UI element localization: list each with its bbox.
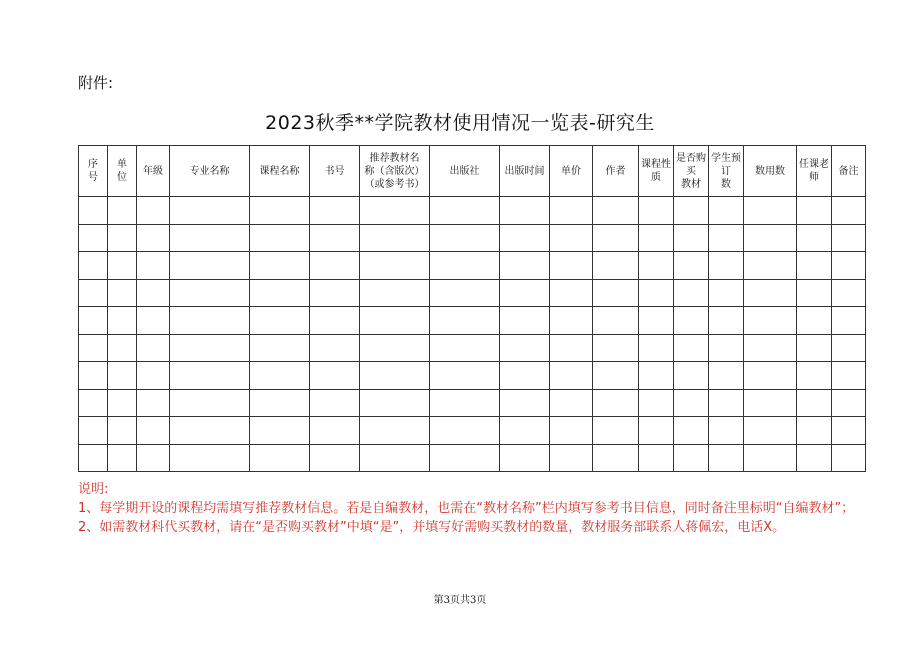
table-cell [137, 307, 170, 335]
table-cell [797, 252, 832, 280]
table-cell [79, 334, 108, 362]
table-cell [797, 362, 832, 390]
col-header-unit: 单 位 [108, 146, 137, 197]
table-cell [170, 389, 250, 417]
table-cell [744, 279, 797, 307]
col-header-author: 作者 [593, 146, 639, 197]
table-cell [550, 252, 593, 280]
table-cell [744, 417, 797, 445]
table-cell [593, 444, 639, 472]
table-cell [639, 197, 674, 225]
table-cell [108, 417, 137, 445]
table-cell [500, 197, 550, 225]
table-cell [430, 252, 500, 280]
table-cell [137, 362, 170, 390]
table-cell [550, 279, 593, 307]
table-cell [832, 444, 866, 472]
table-cell [832, 389, 866, 417]
table-cell [500, 224, 550, 252]
table-cell [674, 362, 709, 390]
table-cell [310, 224, 360, 252]
textbook-table [78, 145, 866, 472]
table-cell [360, 224, 430, 252]
table-cell [674, 417, 709, 445]
table-cell [674, 224, 709, 252]
attachment-label: 附件: [78, 74, 114, 92]
table-cell [550, 362, 593, 390]
page-title: 2023秋季**学院教材使用情况一览表-研究生 [265, 112, 655, 134]
table-cell [639, 279, 674, 307]
table-cell [108, 197, 137, 225]
col-header-index: 序 号 [79, 146, 108, 197]
table-cell [550, 334, 593, 362]
table-cell [170, 224, 250, 252]
table-cell [709, 334, 744, 362]
table-cell [79, 252, 108, 280]
table-cell [137, 252, 170, 280]
table-cell [137, 224, 170, 252]
table-cell [550, 417, 593, 445]
table-cell [108, 389, 137, 417]
col-header-teacher: 任课老 师 [797, 146, 832, 197]
table-row [79, 224, 866, 252]
table-cell [500, 279, 550, 307]
table-cell [170, 252, 250, 280]
table-cell [744, 389, 797, 417]
table-cell [79, 224, 108, 252]
table-cell [79, 279, 108, 307]
table-cell [709, 197, 744, 225]
col-header-isbn: 书号 [310, 146, 360, 197]
table-cell [832, 224, 866, 252]
table-cell [79, 362, 108, 390]
table-cell [108, 362, 137, 390]
table-cell [500, 362, 550, 390]
table-cell [797, 307, 832, 335]
table-cell [500, 307, 550, 335]
table-cell [797, 197, 832, 225]
col-header-publisher: 出版社 [430, 146, 500, 197]
table-cell [170, 334, 250, 362]
table-cell [744, 362, 797, 390]
table-row [79, 417, 866, 445]
table-cell [500, 389, 550, 417]
table-cell [832, 279, 866, 307]
table-cell [250, 362, 310, 390]
col-header-major: 专业名称 [170, 146, 250, 197]
table-cell [170, 197, 250, 225]
table-cell [593, 417, 639, 445]
table-cell [250, 307, 310, 335]
table-cell [832, 362, 866, 390]
table-cell [744, 224, 797, 252]
table-cell [639, 252, 674, 280]
table-cell [250, 444, 310, 472]
table-cell [108, 279, 137, 307]
table-cell [137, 334, 170, 362]
table-cell [250, 224, 310, 252]
table-cell [744, 252, 797, 280]
table-cell [797, 279, 832, 307]
table-cell [360, 279, 430, 307]
table-cell [360, 417, 430, 445]
table-cell [709, 252, 744, 280]
table-cell [674, 307, 709, 335]
table-cell [797, 444, 832, 472]
table-cell [108, 252, 137, 280]
col-header-course: 课程名称 [250, 146, 310, 197]
table-cell [250, 252, 310, 280]
table-cell [550, 444, 593, 472]
table-cell [550, 307, 593, 335]
table-row [79, 362, 866, 390]
table-cell [593, 197, 639, 225]
table-header-row [79, 146, 866, 197]
table-cell [500, 417, 550, 445]
table-cell [550, 197, 593, 225]
table-cell [593, 224, 639, 252]
table-cell [430, 417, 500, 445]
table-row [79, 444, 866, 472]
col-header-textbook: 推荐教材名 称（含版次） （或参考书） [360, 146, 430, 197]
table-cell [310, 197, 360, 225]
table-cell [593, 279, 639, 307]
table-cell [550, 224, 593, 252]
table-cell [137, 279, 170, 307]
table-cell [797, 334, 832, 362]
table-cell [832, 417, 866, 445]
table-cell [108, 334, 137, 362]
table-cell [310, 362, 360, 390]
table-cell [310, 334, 360, 362]
table-cell [360, 334, 430, 362]
table-cell [79, 389, 108, 417]
table-cell [430, 389, 500, 417]
notes-section [78, 480, 868, 537]
table-cell [79, 307, 108, 335]
col-header-course-type: 课程性 质 [639, 146, 674, 197]
table-cell [310, 444, 360, 472]
table-cell [797, 417, 832, 445]
table-cell [744, 197, 797, 225]
table-cell [832, 197, 866, 225]
table-cell [79, 197, 108, 225]
table-cell [709, 444, 744, 472]
table-cell [137, 417, 170, 445]
table-cell [674, 197, 709, 225]
table-cell [709, 224, 744, 252]
table-cell [593, 389, 639, 417]
col-header-pub-date: 出版时间 [500, 146, 550, 197]
table-cell [137, 444, 170, 472]
table-cell [79, 444, 108, 472]
table-row [79, 197, 866, 225]
table-cell [639, 444, 674, 472]
table-cell [170, 307, 250, 335]
table-cell [360, 389, 430, 417]
table-cell [137, 197, 170, 225]
table-cell [500, 444, 550, 472]
table-row [79, 307, 866, 335]
col-header-price: 单价 [550, 146, 593, 197]
table-cell [360, 307, 430, 335]
table-cell [250, 197, 310, 225]
table-cell [744, 444, 797, 472]
table-cell [709, 417, 744, 445]
table-cell [310, 389, 360, 417]
table-row [79, 279, 866, 307]
table-cell [170, 362, 250, 390]
table-cell [250, 417, 310, 445]
col-header-remarks: 备注 [832, 146, 866, 197]
table-cell [430, 224, 500, 252]
table-cell [360, 444, 430, 472]
table-cell [593, 307, 639, 335]
table-cell [639, 307, 674, 335]
table-cell [310, 279, 360, 307]
table-cell [639, 417, 674, 445]
table-cell [639, 224, 674, 252]
table-cell [674, 389, 709, 417]
table-cell [79, 417, 108, 445]
table-cell [797, 389, 832, 417]
col-header-grade: 年级 [137, 146, 170, 197]
table-cell [593, 362, 639, 390]
table-cell [674, 444, 709, 472]
table-cell [108, 224, 137, 252]
table-cell [310, 307, 360, 335]
table-cell [430, 334, 500, 362]
table-cell [709, 389, 744, 417]
table-cell [593, 334, 639, 362]
table-row [79, 389, 866, 417]
table-cell [550, 389, 593, 417]
note-item: 1、每学期开设的课程均需填写推荐教材信息。若是自编教材，也需在“教材名称”栏内填写参考书目信息，同时备注里标明“自编教材”； [78, 501, 855, 516]
table-body [79, 197, 866, 472]
table-cell [797, 224, 832, 252]
table-cell [744, 307, 797, 335]
table-cell [744, 334, 797, 362]
table-cell [108, 444, 137, 472]
table-cell [170, 279, 250, 307]
table-cell [832, 252, 866, 280]
table-cell [430, 444, 500, 472]
table-cell [430, 307, 500, 335]
table-cell [430, 197, 500, 225]
table-cell [639, 334, 674, 362]
table-cell [360, 362, 430, 390]
table-cell [310, 252, 360, 280]
table-cell [709, 279, 744, 307]
page-footer: 第3页共3页 [433, 595, 487, 606]
table-cell [639, 362, 674, 390]
col-header-usage: 数用数 [744, 146, 797, 197]
col-header-purchase: 是否购 买 教材 [674, 146, 709, 197]
table-row [79, 252, 866, 280]
note-item: 2、如需教材科代买教材，请在“是否购买教材”中填“是”，并填写好需购买教材的数量，教材服务部联系人蒋佩宏，电话X。 [78, 520, 786, 535]
table-cell [674, 279, 709, 307]
table-cell [250, 389, 310, 417]
table-cell [170, 417, 250, 445]
table-cell [310, 417, 360, 445]
table-cell [108, 307, 137, 335]
table-cell [250, 279, 310, 307]
table-cell [709, 307, 744, 335]
table-cell [137, 389, 170, 417]
table-cell [639, 389, 674, 417]
table-cell [674, 252, 709, 280]
table-cell [430, 279, 500, 307]
table-cell [832, 307, 866, 335]
table-cell [360, 252, 430, 280]
table-cell [593, 252, 639, 280]
table-cell [500, 334, 550, 362]
table-cell [360, 197, 430, 225]
notes-heading: 说明: [78, 482, 109, 497]
table-cell [430, 362, 500, 390]
table-cell [170, 444, 250, 472]
table-cell [832, 334, 866, 362]
table-cell [250, 334, 310, 362]
table-cell [674, 334, 709, 362]
table-cell [709, 362, 744, 390]
table-cell [500, 252, 550, 280]
table-row [79, 334, 866, 362]
col-header-student-order: 学生预 订 数 [709, 146, 744, 197]
